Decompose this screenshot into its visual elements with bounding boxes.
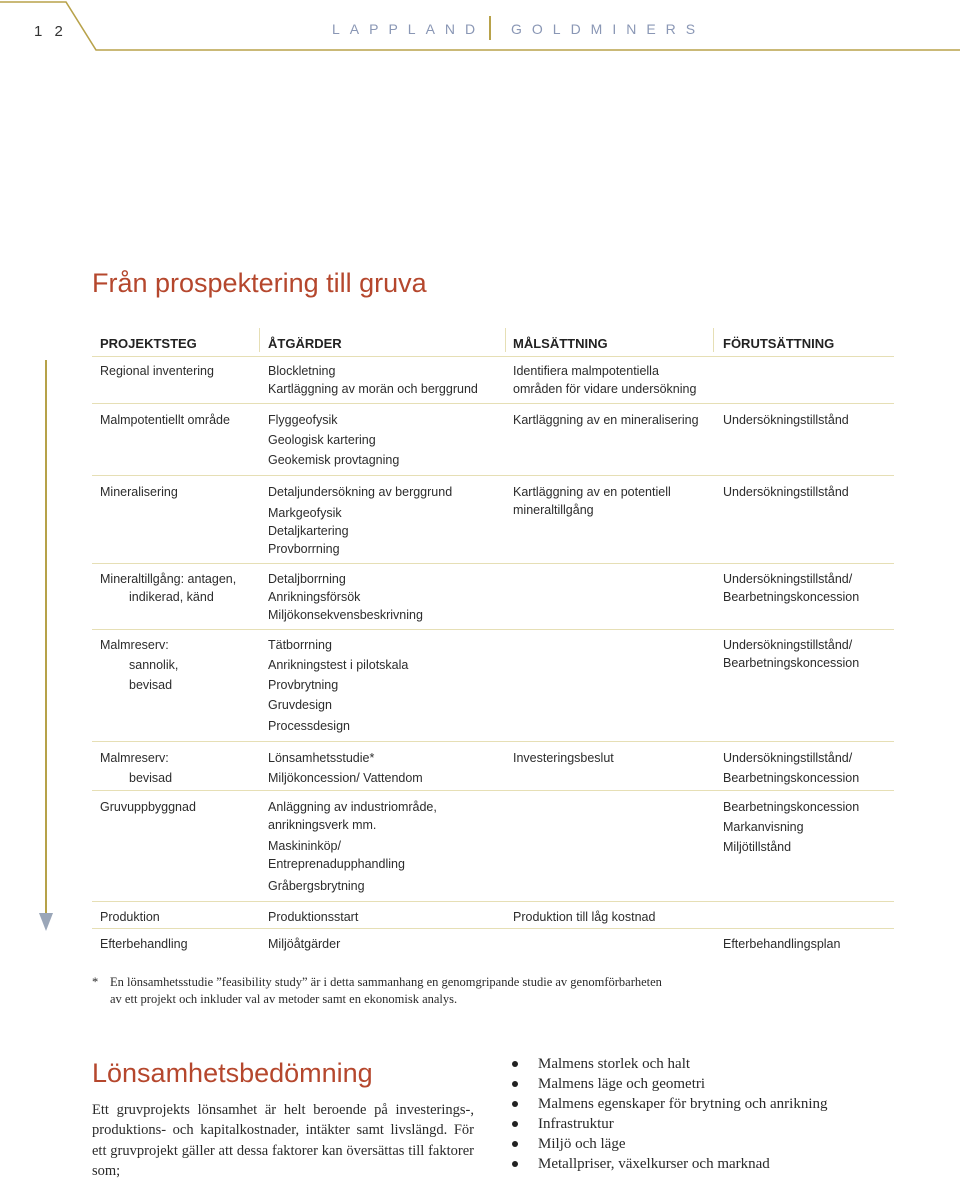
table-row-step: Malmpotentiellt område [100, 413, 230, 427]
table-row-prereq: Efterbehandlingsplan [723, 937, 841, 951]
column-header-forutsattning: FÖRUTSÄTTNING [723, 336, 835, 351]
table-row-goal: Investeringsbeslut [513, 751, 614, 765]
row-divider [92, 741, 894, 742]
column-header-malsattning: MÅLSÄTTNING [513, 336, 608, 351]
footnote-marker: * [92, 975, 99, 989]
table-row-goal: Produktion till låg kostnad [513, 910, 656, 924]
brand-name-right: GOLDMINERS [511, 21, 706, 37]
page-number: 1 2 [34, 23, 67, 40]
section-paragraph: Ett gruvprojekts lönsamhet är helt beroende på investerings-, produktions- och kapitalkostnader, intäkter samt livslängd. För ett gruvprojekt gäller att dessa faktorer kan översättas till faktorer som; [92, 1102, 474, 1179]
column-header-atgarder: ÅTGÄRDER [268, 336, 342, 351]
column-divider [259, 328, 260, 352]
footnote [92, 974, 662, 1008]
table-row-goal: Kartläggning av en mineralisering [513, 413, 699, 427]
row-divider [92, 629, 894, 630]
table-row-step: Malmreserv: sannolik, bevisad [100, 638, 179, 693]
table-row-step: Malmreserv: bevisad [100, 751, 173, 786]
table-row-actions: Detaljundersökning av berggrund Markgeofysik Detaljkartering Provborrning [268, 485, 453, 557]
arrow-down-icon [39, 913, 53, 931]
table-row-actions: Flyggeofysik Geologisk kartering Geokemisk provtagning [268, 413, 400, 468]
table-row-actions: Anläggning av industriområde, anrikningsverk mm. Maskininköp/ Entreprenadupphandling Gråbergsbrytning [268, 800, 437, 893]
table-row-step: Efterbehandling [100, 937, 188, 951]
table-row-goal: Identifiera malmpotentiella områden för vidare undersökning [513, 364, 697, 397]
row-divider [92, 928, 894, 929]
row-divider [92, 475, 894, 476]
table-row-step: Mineralisering [100, 485, 178, 499]
process-flow-line [45, 360, 47, 920]
column-divider [713, 328, 714, 352]
table-row-step: Gruvuppbyggnad [100, 800, 196, 814]
table-row-prereq: Undersökningstillstånd/ Bearbetningskoncession [723, 572, 860, 605]
table-row-prereq: Undersökningstillstånd/ Bearbetningskoncession [723, 638, 860, 671]
table-row-prereq: Undersökningstillstånd [723, 485, 849, 499]
row-divider [92, 563, 894, 564]
row-divider [92, 901, 894, 902]
table-row-actions: Produktionsstart [268, 910, 359, 924]
factor-list [510, 1054, 828, 1174]
list-item: Malmens storlek och halt [510, 1054, 828, 1074]
list-item: Malmens egenskaper för brytning och anrikning [510, 1094, 828, 1114]
table-row-actions: Tätborrning Anrikningstest i pilotskala Provbrytning Gruvdesign Processdesign [268, 638, 409, 733]
table-row-step: Mineraltillgång: antagen, indikerad, känd [100, 572, 237, 605]
table-row-actions: Miljöåtgärder [268, 937, 341, 951]
table-row-goal: Kartläggning av en potentiell mineraltillgång [513, 485, 671, 518]
list-item: Metallpriser, växelkurser och marknad [510, 1154, 828, 1174]
column-header-projektsteg: PROJEKTSTEG [100, 336, 197, 351]
list-item: Malmens läge och geometri [510, 1074, 828, 1094]
table-row-actions: Detaljborrning Anrikningsförsök Miljökonsekvensbeskrivning [268, 572, 423, 623]
row-divider [92, 403, 894, 404]
table-row-actions: Blockletning Kartläggning av morän och berggrund [268, 364, 478, 397]
row-divider [92, 356, 894, 357]
footnote-line-2: av ett projekt och inkluder val av metoder samt en ekonomisk analys. [110, 991, 458, 1006]
table-row-step: Regional inventering [100, 364, 214, 378]
table-row-prereq: Undersökningstillstånd/ Bearbetningskoncession [723, 751, 860, 786]
table-row-step: Produktion [100, 910, 160, 924]
table-row-prereq: Bearbetningskoncession Markanvisning Miljötillstånd [723, 800, 860, 855]
section-title: Lönsamhetsbedömning [92, 1058, 373, 1088]
brand-separator [489, 16, 491, 40]
brand-name-left: LAPPLAND [332, 21, 486, 37]
footnote-line-1: En lönsamhetsstudie ”feasibility study” är i detta sammanhang en genomgripande studie av genomförbarheten [110, 975, 662, 989]
page-title: Från prospektering till gruva [92, 268, 427, 298]
table-row-prereq: Undersökningstillstånd [723, 413, 849, 427]
list-item: Infrastruktur [510, 1114, 828, 1134]
column-divider [505, 328, 506, 352]
table-row-actions: Lönsamhetsstudie* Miljökoncession/ Vattendom [268, 751, 423, 786]
row-divider [92, 790, 894, 791]
list-item: Miljö och läge [510, 1134, 828, 1154]
